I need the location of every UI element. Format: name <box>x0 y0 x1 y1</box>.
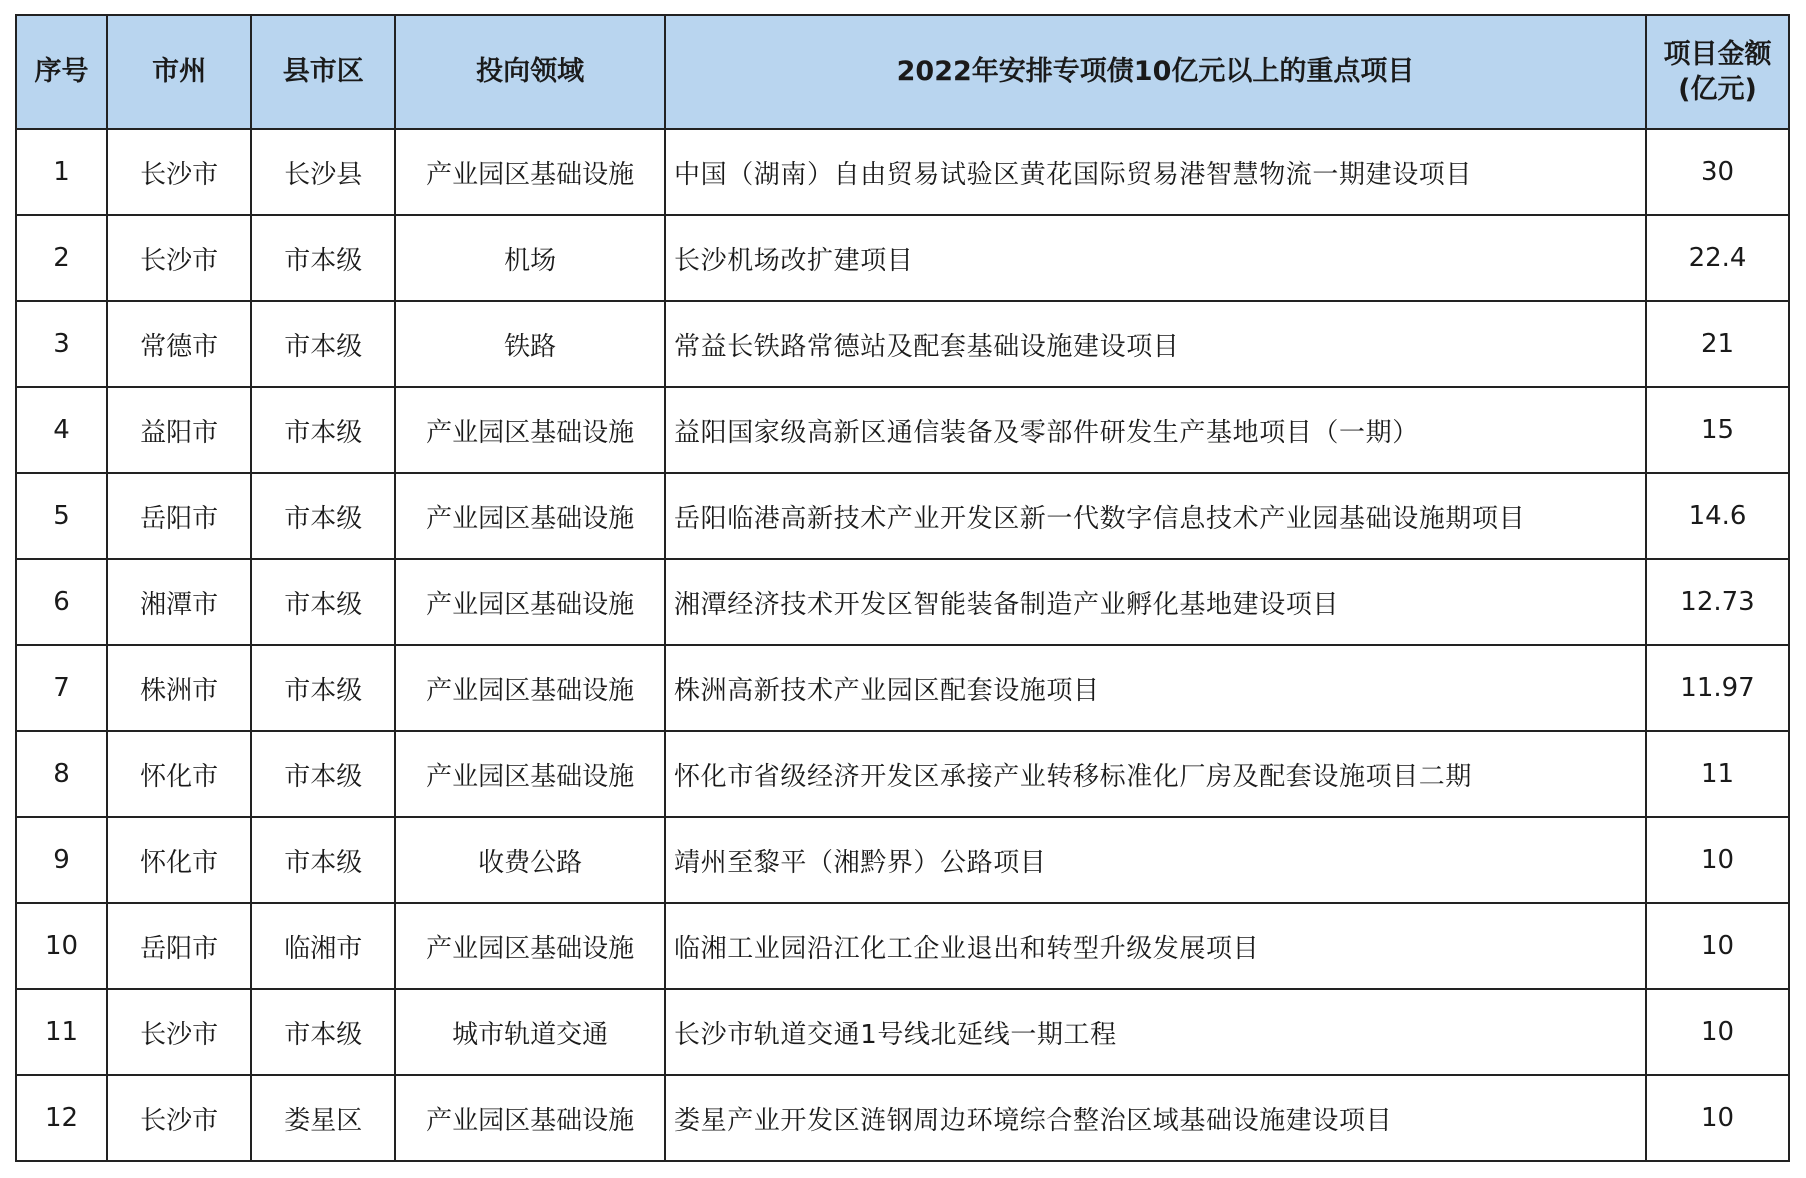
cell-index: 4 <box>16 387 107 473</box>
cell-index: 12 <box>16 1075 107 1161</box>
cell-city: 湘潭市 <box>107 559 251 645</box>
cell-city: 长沙市 <box>107 989 251 1075</box>
cell-county: 长沙县 <box>251 129 395 215</box>
cell-sector: 机场 <box>395 215 665 301</box>
cell-project: 靖州至黎平（湘黔界）公路项目 <box>665 817 1646 903</box>
header-project: 2022年安排专项债10亿元以上的重点项目 <box>665 15 1646 129</box>
cell-county: 市本级 <box>251 731 395 817</box>
cell-amount: 14.6 <box>1646 473 1789 559</box>
header-amount <box>1646 15 1789 129</box>
cell-city: 怀化市 <box>107 817 251 903</box>
cell-county: 市本级 <box>251 301 395 387</box>
table-row <box>16 301 1789 387</box>
projects-table <box>15 14 1790 1162</box>
cell-sector: 产业园区基础设施 <box>395 559 665 645</box>
cell-index: 10 <box>16 903 107 989</box>
cell-county: 市本级 <box>251 645 395 731</box>
table-row <box>16 129 1789 215</box>
table-body <box>16 129 1789 1161</box>
header-amount-line1: 项目金额 <box>1663 38 1772 70</box>
cell-amount: 21 <box>1646 301 1789 387</box>
cell-sector: 产业园区基础设施 <box>395 903 665 989</box>
table-row <box>16 645 1789 731</box>
cell-city: 岳阳市 <box>107 473 251 559</box>
cell-project: 湘潭经济技术开发区智能装备制造产业孵化基地建设项目 <box>665 559 1646 645</box>
cell-project: 岳阳临港高新技术产业开发区新一代数字信息技术产业园基础设施期项目 <box>665 473 1646 559</box>
cell-sector: 产业园区基础设施 <box>395 473 665 559</box>
cell-sector: 产业园区基础设施 <box>395 1075 665 1161</box>
cell-county: 市本级 <box>251 473 395 559</box>
cell-project: 娄星产业开发区涟钢周边环境综合整治区域基础设施建设项目 <box>665 1075 1646 1161</box>
cell-amount: 10 <box>1646 903 1789 989</box>
cell-project: 中国（湖南）自由贸易试验区黄花国际贸易港智慧物流一期建设项目 <box>665 129 1646 215</box>
cell-county: 市本级 <box>251 989 395 1075</box>
cell-city: 岳阳市 <box>107 903 251 989</box>
header-county: 县市区 <box>251 15 395 129</box>
cell-project: 怀化市省级经济开发区承接产业转移标准化厂房及配套设施项目二期 <box>665 731 1646 817</box>
cell-index: 5 <box>16 473 107 559</box>
cell-sector: 收费公路 <box>395 817 665 903</box>
cell-index: 7 <box>16 645 107 731</box>
cell-index: 8 <box>16 731 107 817</box>
cell-index: 2 <box>16 215 107 301</box>
cell-index: 11 <box>16 989 107 1075</box>
table-row <box>16 215 1789 301</box>
cell-city: 长沙市 <box>107 129 251 215</box>
cell-project: 长沙市轨道交通1号线北延线一期工程 <box>665 989 1646 1075</box>
cell-city: 常德市 <box>107 301 251 387</box>
cell-county: 临湘市 <box>251 903 395 989</box>
table-row <box>16 989 1789 1075</box>
cell-amount: 22.4 <box>1646 215 1789 301</box>
cell-city: 株洲市 <box>107 645 251 731</box>
cell-project: 长沙机场改扩建项目 <box>665 215 1646 301</box>
cell-city: 长沙市 <box>107 215 251 301</box>
cell-city: 怀化市 <box>107 731 251 817</box>
cell-city: 益阳市 <box>107 387 251 473</box>
cell-amount: 11.97 <box>1646 645 1789 731</box>
cell-county: 市本级 <box>251 387 395 473</box>
cell-sector: 城市轨道交通 <box>395 989 665 1075</box>
table-row <box>16 387 1789 473</box>
cell-project: 益阳国家级高新区通信装备及零部件研发生产基地项目（一期） <box>665 387 1646 473</box>
table-row <box>16 731 1789 817</box>
header-index: 序号 <box>16 15 107 129</box>
cell-county: 市本级 <box>251 817 395 903</box>
table-row <box>16 817 1789 903</box>
table-row <box>16 1075 1789 1161</box>
header-city: 市州 <box>107 15 251 129</box>
cell-amount: 15 <box>1646 387 1789 473</box>
cell-county: 娄星区 <box>251 1075 395 1161</box>
table-row <box>16 903 1789 989</box>
cell-index: 1 <box>16 129 107 215</box>
cell-sector: 产业园区基础设施 <box>395 129 665 215</box>
header-sector: 投向领域 <box>395 15 665 129</box>
cell-sector: 产业园区基础设施 <box>395 387 665 473</box>
cell-county: 市本级 <box>251 559 395 645</box>
cell-amount: 10 <box>1646 989 1789 1075</box>
cell-sector: 产业园区基础设施 <box>395 731 665 817</box>
cell-sector: 铁路 <box>395 301 665 387</box>
cell-project: 临湘工业园沿江化工企业退出和转型升级发展项目 <box>665 903 1646 989</box>
cell-index: 9 <box>16 817 107 903</box>
cell-amount: 30 <box>1646 129 1789 215</box>
header-amount-line2: (亿元) <box>1678 74 1757 105</box>
table-row <box>16 473 1789 559</box>
cell-county: 市本级 <box>251 215 395 301</box>
table-header-row <box>16 15 1789 129</box>
cell-index: 3 <box>16 301 107 387</box>
cell-index: 6 <box>16 559 107 645</box>
cell-city: 长沙市 <box>107 1075 251 1161</box>
cell-amount: 11 <box>1646 731 1789 817</box>
cell-project: 常益长铁路常德站及配套基础设施建设项目 <box>665 301 1646 387</box>
cell-amount: 10 <box>1646 817 1789 903</box>
table-row <box>16 559 1789 645</box>
cell-project: 株洲高新技术产业园区配套设施项目 <box>665 645 1646 731</box>
cell-amount: 12.73 <box>1646 559 1789 645</box>
cell-sector: 产业园区基础设施 <box>395 645 665 731</box>
cell-amount: 10 <box>1646 1075 1789 1161</box>
